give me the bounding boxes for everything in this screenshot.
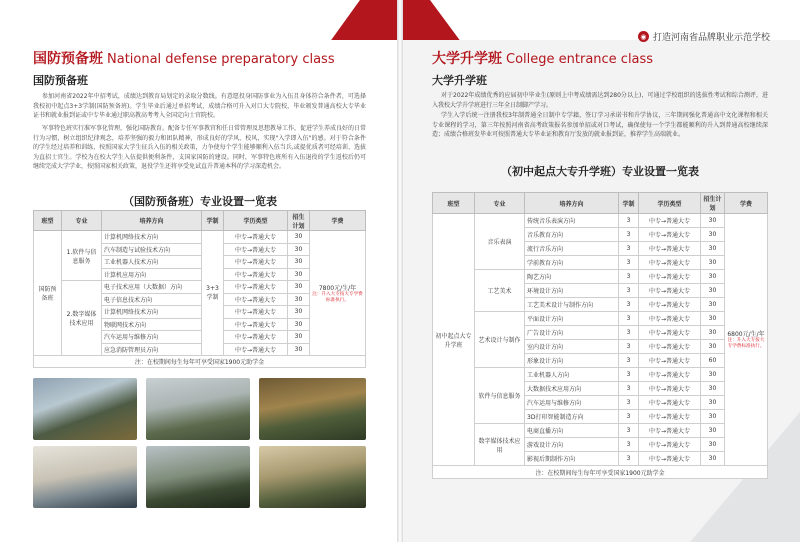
table-note: 注：在校期间每生每年可享受国家1900元助学金 [34, 356, 366, 368]
edu-type-cell: 中专→普通大专 [224, 331, 288, 344]
section-title-college [432, 48, 653, 68]
major-cell: 2.数字媒体技术应用 [62, 281, 102, 356]
edu-type-cell: 中专→普通大专 [639, 270, 701, 284]
plan-cell: 30 [288, 318, 310, 331]
section-title-en: College entrance class [506, 52, 654, 67]
plan-cell: 30 [701, 382, 725, 396]
outdoor-training-photo [259, 446, 366, 508]
plan-cell: 60 [701, 354, 725, 368]
plan-cell: 30 [288, 243, 310, 256]
plan-cell: 30 [701, 396, 725, 410]
edu-type-cell: 中专→普通大专 [639, 340, 701, 354]
direction-cell: 影视后期制作方向 [525, 452, 619, 466]
classroom-photo [146, 378, 250, 440]
edu-type-cell: 中专→普通大专 [639, 354, 701, 368]
intro-paragraph-1: 对于2022年成绩优秀的应届初中毕业生(原则上中考成绩需达到280分以上)，可通过学校组织的选拔性考试和综合测评，进入我校大学升学班进行三年全日制脚产学习。 [432, 92, 768, 109]
class-type-cell: 国防预备班 [34, 231, 62, 356]
col-header: 培养方向 [102, 211, 202, 231]
defense-major-table [33, 210, 366, 368]
direction-cell: 计算机应用方向 [102, 268, 202, 281]
plan-cell: 30 [288, 331, 310, 344]
schooling-cell: 3 [619, 298, 639, 312]
schooling-cell: 3 [619, 340, 639, 354]
direction-cell: 工业机器人方向 [525, 368, 619, 382]
plan-cell: 30 [701, 424, 725, 438]
edu-type-cell: 中专→普通大专 [224, 268, 288, 281]
direction-cell: 汽车制造与试验技术方向 [102, 243, 202, 256]
col-header: 学历类型 [639, 193, 701, 214]
class-type-cell: 初中起点大专升学班 [433, 214, 475, 466]
schooling-cell: 3 [619, 438, 639, 452]
intro-paragraph-2: 军事特色班实行准军事化管理，强化国防教育。配备专任军事教官和任日常管理及思想教导工作，促进学生养成良好的日常行为习惯，树立组织纪律观念，培养坚强的毅力和团队精神，形成良好的学风、校风，实现"入学即入伍"的感。对于符合条件的学生经过培养和训练，按照国家大学生征兵入伍的相关政策，力争使每个学生能够顺利入伍当兵,或提优质者可经培训、选拔为直招士官生。学校为在校大学生入伍提供便利条件，支国家国防的建设。同时，军事特色班所有入伍退役的学生返校后仍可继续完成大学学业，按照国家相关政策，退役学生还将享受免试直升普通本科的学习深造机会。 [33, 125, 367, 171]
edu-type-cell: 中专→普通大专 [639, 410, 701, 424]
plan-cell: 30 [701, 438, 725, 452]
major-cell: 软件与信息服务 [475, 368, 525, 424]
school-emblem-icon: ◉ [638, 31, 649, 42]
schooling-cell: 3 [619, 368, 639, 382]
schooling-cell: 3 [619, 312, 639, 326]
col-header: 专业 [62, 211, 102, 231]
col-header: 学费 [310, 211, 366, 231]
edu-type-cell: 中专→普通大专 [224, 243, 288, 256]
plan-cell: 30 [701, 340, 725, 354]
schooling-cell: 3 [619, 284, 639, 298]
plan-cell: 30 [701, 256, 725, 270]
table-note: 注：在校期间每生每年可享受国家1900元助学金 [433, 466, 768, 479]
direction-cell: 流行音乐方向 [525, 242, 619, 256]
march-photo [259, 378, 366, 440]
edu-type-cell: 中专→普通大专 [224, 318, 288, 331]
plan-cell: 30 [701, 410, 725, 424]
edu-type-cell: 中专→普通大专 [639, 214, 701, 228]
section-title-defense [33, 48, 335, 68]
direction-cell: 广告设计方向 [525, 326, 619, 340]
edu-type-cell: 中专→普通大专 [639, 382, 701, 396]
direction-cell: 形象设计方向 [525, 354, 619, 368]
edu-type-cell: 中专→普通大专 [639, 326, 701, 340]
school-slogan: 打造河南省品牌职业示范学校 [652, 33, 770, 43]
major-cell: 1.软件与信息服务 [62, 231, 102, 281]
subtitle: 大学升学班 [432, 74, 487, 87]
direction-cell: 大数据技术应用方向 [525, 382, 619, 396]
drill-photo [146, 446, 250, 508]
intro-paragraph-2: 学生入学后统一注册我校3年制普通全日制中专学籍，签订学习承诺书和升学协议，三年期间强化普通高中文化课程和相关专业课程的学习，第三年按照河南省高考政策报名参加单招或对口考试，确保使每一个学生都能顺利的升入到普通高校继续深造；成绩合格班发毕业可按照普通大专毕业证和教育厅发放的就业报到证，推荐学生高端就业。 [432, 112, 768, 139]
fee-value: 7800元/生/年 [318, 284, 357, 292]
schooling-cell: 3 [619, 270, 639, 284]
fee-cell [310, 231, 366, 356]
col-header: 培养方向 [525, 193, 619, 214]
direction-cell: 3D打印智能制造方向 [525, 410, 619, 424]
section-title-en: National defense preparatory class [107, 52, 335, 67]
schooling-cell: 3 [619, 228, 639, 242]
schooling-cell: 3 [619, 382, 639, 396]
col-header: 学制 [202, 211, 224, 231]
schooling-cell: 3 [619, 214, 639, 228]
plan-cell: 30 [701, 452, 725, 466]
col-header: 学历类型 [224, 211, 288, 231]
direction-cell: 电子技术应用（大数据）方向 [102, 281, 202, 294]
major-cell: 音乐表演 [475, 214, 525, 270]
plan-cell: 30 [701, 284, 725, 298]
direction-cell: 环境设计方向 [525, 284, 619, 298]
plan-cell: 30 [701, 270, 725, 284]
schooling-cell: 3 [619, 452, 639, 466]
schooling-cell: 3+3学制 [202, 231, 224, 356]
intro-paragraph-1: 参加河南省2022年中招考试，成绩达到教育局划定的录取分数线。有意愿投身国防事业为入伍且身体符合条件者，可选择我校初中起点3+3学制(国防预备班)。学生毕业后通过单招考试，成绩合格可升入对口大专院校，毕业颁发普通高校大专毕业证书和就业报到证或中专毕业通过职高教高考考入全国定向士官院校。 [33, 93, 366, 120]
plan-cell: 30 [701, 214, 725, 228]
edu-type-cell: 中专→普通大专 [639, 298, 701, 312]
right-page [400, 0, 800, 542]
edu-type-cell: 中专→普通大专 [639, 438, 701, 452]
direction-cell: 应急消防管理员方向 [102, 343, 202, 356]
table-title: （初中起点大专升学班）专业设置一览表 [501, 165, 699, 178]
direction-cell: 计算机网络技术方向 [102, 231, 202, 244]
table-title: （国防预备班）专业设置一览表 [123, 195, 277, 208]
direction-cell: 传统音乐表演方向 [525, 214, 619, 228]
plan-cell: 30 [288, 343, 310, 356]
edu-type-cell: 中专→普通大专 [639, 242, 701, 256]
plan-cell: 30 [288, 231, 310, 244]
col-header: 招生计划 [701, 193, 725, 214]
direction-cell: 汽车运用与维修方向 [102, 331, 202, 344]
edu-type-cell: 中专→普通大专 [224, 293, 288, 306]
direction-cell: 游戏设计方向 [525, 438, 619, 452]
plan-cell: 30 [288, 256, 310, 269]
direction-cell: 学前教育方向 [525, 256, 619, 270]
schooling-cell: 3 [619, 396, 639, 410]
edu-type-cell: 中专→普通大专 [224, 343, 288, 356]
schooling-cell: 3 [619, 354, 639, 368]
edu-type-cell: 中专→普通大专 [639, 256, 701, 270]
lecture-photo [33, 446, 137, 508]
edu-type-cell: 中专→普通大专 [639, 452, 701, 466]
fee-value: 6800元/生/年 [727, 331, 765, 338]
edu-type-cell: 中专→普通大专 [224, 306, 288, 319]
direction-cell: 室内设计方向 [525, 340, 619, 354]
school-logo [638, 30, 770, 43]
edu-type-cell: 中专→普通大专 [639, 228, 701, 242]
col-header: 学费 [725, 193, 768, 214]
schooling-cell: 3 [619, 242, 639, 256]
fee-cell [725, 214, 768, 466]
plan-cell: 30 [701, 312, 725, 326]
direction-cell: 陶艺方向 [525, 270, 619, 284]
direction-cell: 平面设计方向 [525, 312, 619, 326]
edu-type-cell: 中专→普通大专 [639, 368, 701, 382]
major-cell: 工艺美术 [475, 270, 525, 312]
edu-type-cell: 中专→普通大专 [639, 312, 701, 326]
schooling-cell: 3 [619, 410, 639, 424]
col-header: 学制 [619, 193, 639, 214]
subtitle: 国防预备班 [33, 74, 88, 87]
edu-type-cell: 中专→普通大专 [639, 396, 701, 410]
col-header: 班型 [34, 211, 62, 231]
plan-cell: 30 [288, 281, 310, 294]
plan-cell: 30 [701, 298, 725, 312]
major-cell: 数字媒体技术应用 [475, 424, 525, 466]
direction-cell: 工业机器人技术方向 [102, 256, 202, 269]
section-title-cn: 国防预备班 [33, 51, 103, 67]
plan-cell: 30 [701, 228, 725, 242]
plan-cell: 30 [288, 293, 310, 306]
col-header: 专业 [475, 193, 525, 214]
edu-type-cell: 中专→普通大专 [639, 284, 701, 298]
direction-cell: 计算机网络技术方向 [102, 306, 202, 319]
edu-type-cell: 中专→普通大专 [224, 281, 288, 294]
plan-cell: 30 [288, 268, 310, 281]
direction-cell: 汽车运用与维修方向 [525, 396, 619, 410]
page-fold [397, 0, 403, 542]
col-header: 招生计划 [288, 211, 310, 231]
college-major-table [432, 192, 768, 479]
section-title-cn: 大学升学班 [432, 51, 502, 67]
direction-cell: 工艺美术设计与制作方向 [525, 298, 619, 312]
plan-cell: 30 [701, 368, 725, 382]
edu-type-cell: 中专→普通大专 [224, 231, 288, 244]
fee-note: 注：升入大专按大专学费标准执行。 [727, 338, 765, 349]
fee-note: 注：升入大专按大专学费标准执行。 [312, 291, 363, 303]
direction-cell: 电商直播方向 [525, 424, 619, 438]
direction-cell: 物联网技术方向 [102, 318, 202, 331]
schooling-cell: 3 [619, 256, 639, 270]
col-header: 班型 [433, 193, 475, 214]
plan-cell: 30 [701, 242, 725, 256]
plan-cell: 30 [288, 306, 310, 319]
plan-cell: 30 [701, 326, 725, 340]
edu-type-cell: 中专→普通大专 [639, 424, 701, 438]
schooling-cell: 3 [619, 326, 639, 340]
direction-cell: 电子信息技术方向 [102, 293, 202, 306]
schooling-cell: 3 [619, 424, 639, 438]
direction-cell: 音乐教育方向 [525, 228, 619, 242]
edu-type-cell: 中专→普通大专 [224, 256, 288, 269]
major-cell: 艺术设计与制作 [475, 312, 525, 368]
header-band-cut [0, 0, 360, 40]
military-training-photo [33, 378, 137, 440]
